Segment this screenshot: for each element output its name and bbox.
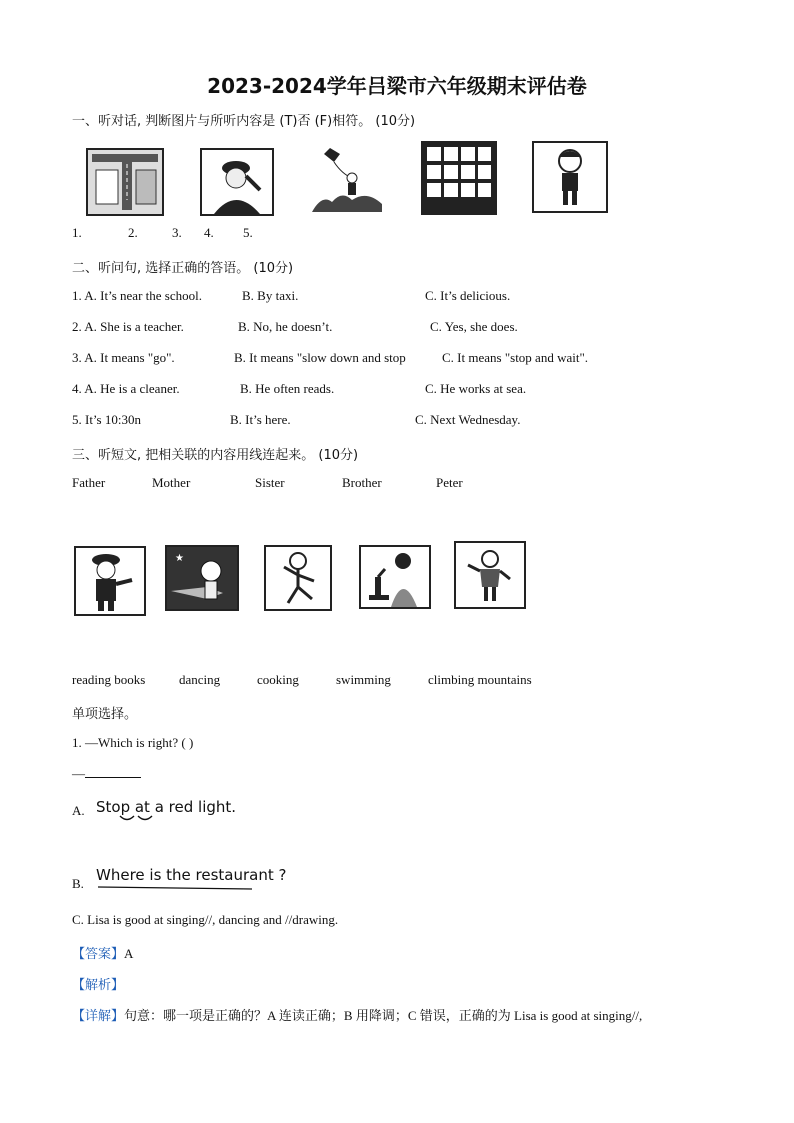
person-sister: Sister — [255, 475, 285, 490]
dash: — — [72, 766, 85, 781]
q4-option-a: 4. A. He is a cleaner. — [72, 381, 180, 396]
scientist-microscope-icon — [359, 545, 431, 609]
q5-option-c: C. Next Wednesday. — [415, 412, 521, 427]
section2-heading: 二、听问句, 选择正确的答语。 (10分) — [72, 261, 294, 276]
falling-intonation-line — [96, 884, 256, 892]
girl-flying-kite-icon — [312, 144, 382, 212]
policeman-icon — [74, 546, 146, 616]
astronaut-girl-icon — [165, 545, 239, 611]
option-c: C. Lisa is good at singing//, dancing and //drawing. — [72, 912, 339, 927]
person-mother: Mother — [152, 475, 191, 490]
boy-standing-icon — [532, 141, 608, 213]
option-a-handwriting: Stop at a red light. — [96, 798, 237, 816]
policeman-saluting-icon — [200, 148, 274, 216]
option-b-label: B. — [72, 876, 84, 891]
q1-option-a: 1. A. It’s near the school. — [72, 288, 202, 303]
number-3: 3. — [172, 225, 182, 240]
section1-heading: 一、听对话, 判断图片与所听内容是 (T)否 (F)相符。 (10分) — [72, 114, 416, 129]
answer-line — [72, 766, 141, 782]
hobby-reading-books: reading books — [72, 672, 146, 687]
option-a-label: A. — [72, 803, 85, 818]
hobby-cooking: cooking — [257, 672, 299, 687]
q3-option-a: 3. A. It means "go". — [72, 350, 175, 365]
analysis-tag: 【解析】 — [72, 978, 125, 993]
person-brother: Brother — [342, 475, 382, 490]
hobby-swimming: swimming — [336, 672, 391, 687]
q3-option-c: C. It means "stop and wait". — [442, 350, 589, 365]
chinese-characters-board-icon — [421, 141, 497, 215]
mc-question-1: 1. —Which is right? ( ) — [72, 735, 194, 750]
q3-option-b: B. It means "slow down and stop — [234, 350, 406, 365]
person-father: Father — [72, 475, 106, 490]
svg-text:★: ★ — [175, 553, 184, 564]
q5-option-a: 5. It’s 10:30n — [72, 412, 141, 427]
hobby-climbing-mountains: climbing mountains — [428, 672, 532, 687]
answer-tag: 【答案】 — [72, 947, 125, 962]
q4-option-c: C. He works at sea. — [425, 381, 527, 396]
number-5: 5. — [243, 225, 253, 240]
hobby-dancing: dancing — [179, 672, 221, 687]
q2-option-a: 2. A. She is a teacher. — [72, 319, 184, 334]
option-b-handwriting: Where is the restaurant ? — [96, 866, 287, 884]
detail-text: 句意：哪一项是正确的？A 连读正确；B 用降调；C 错误，正确的为 Lisa is good at singing//, — [124, 1008, 643, 1023]
page-title: 2023-2024学年吕梁市六年级期末评估卷 — [207, 74, 587, 98]
analysis-row — [72, 974, 124, 993]
liaison-marks — [118, 814, 158, 824]
q5-option-b: B. It’s here. — [230, 412, 291, 427]
number-4: 4. — [204, 225, 214, 240]
boy-waving-icon — [454, 541, 526, 609]
q2-option-b: B. No, he doesn’t. — [238, 319, 333, 334]
boy-running-icon — [264, 545, 332, 611]
section4-heading: 单项选择。 — [72, 707, 138, 722]
detail-tag: 【详解】 — [72, 1009, 125, 1024]
person-peter: Peter — [436, 475, 463, 490]
q4-option-b: B. He often reads. — [240, 381, 335, 396]
q2-option-c: C. Yes, she does. — [430, 319, 518, 334]
answer-value: A — [124, 946, 134, 961]
answer-blank — [85, 767, 141, 778]
section3-heading: 三、听短文, 把相关联的内容用线连起来。 (10分) — [72, 448, 359, 463]
number-2: 2. — [128, 225, 138, 240]
number-1: 1. — [72, 225, 82, 240]
road-map-icon — [86, 148, 164, 216]
q1-option-b: B. By taxi. — [242, 288, 299, 303]
answer-row — [72, 943, 133, 962]
q1-option-c: C. It’s delicious. — [425, 288, 511, 303]
detail-row — [72, 1005, 642, 1024]
